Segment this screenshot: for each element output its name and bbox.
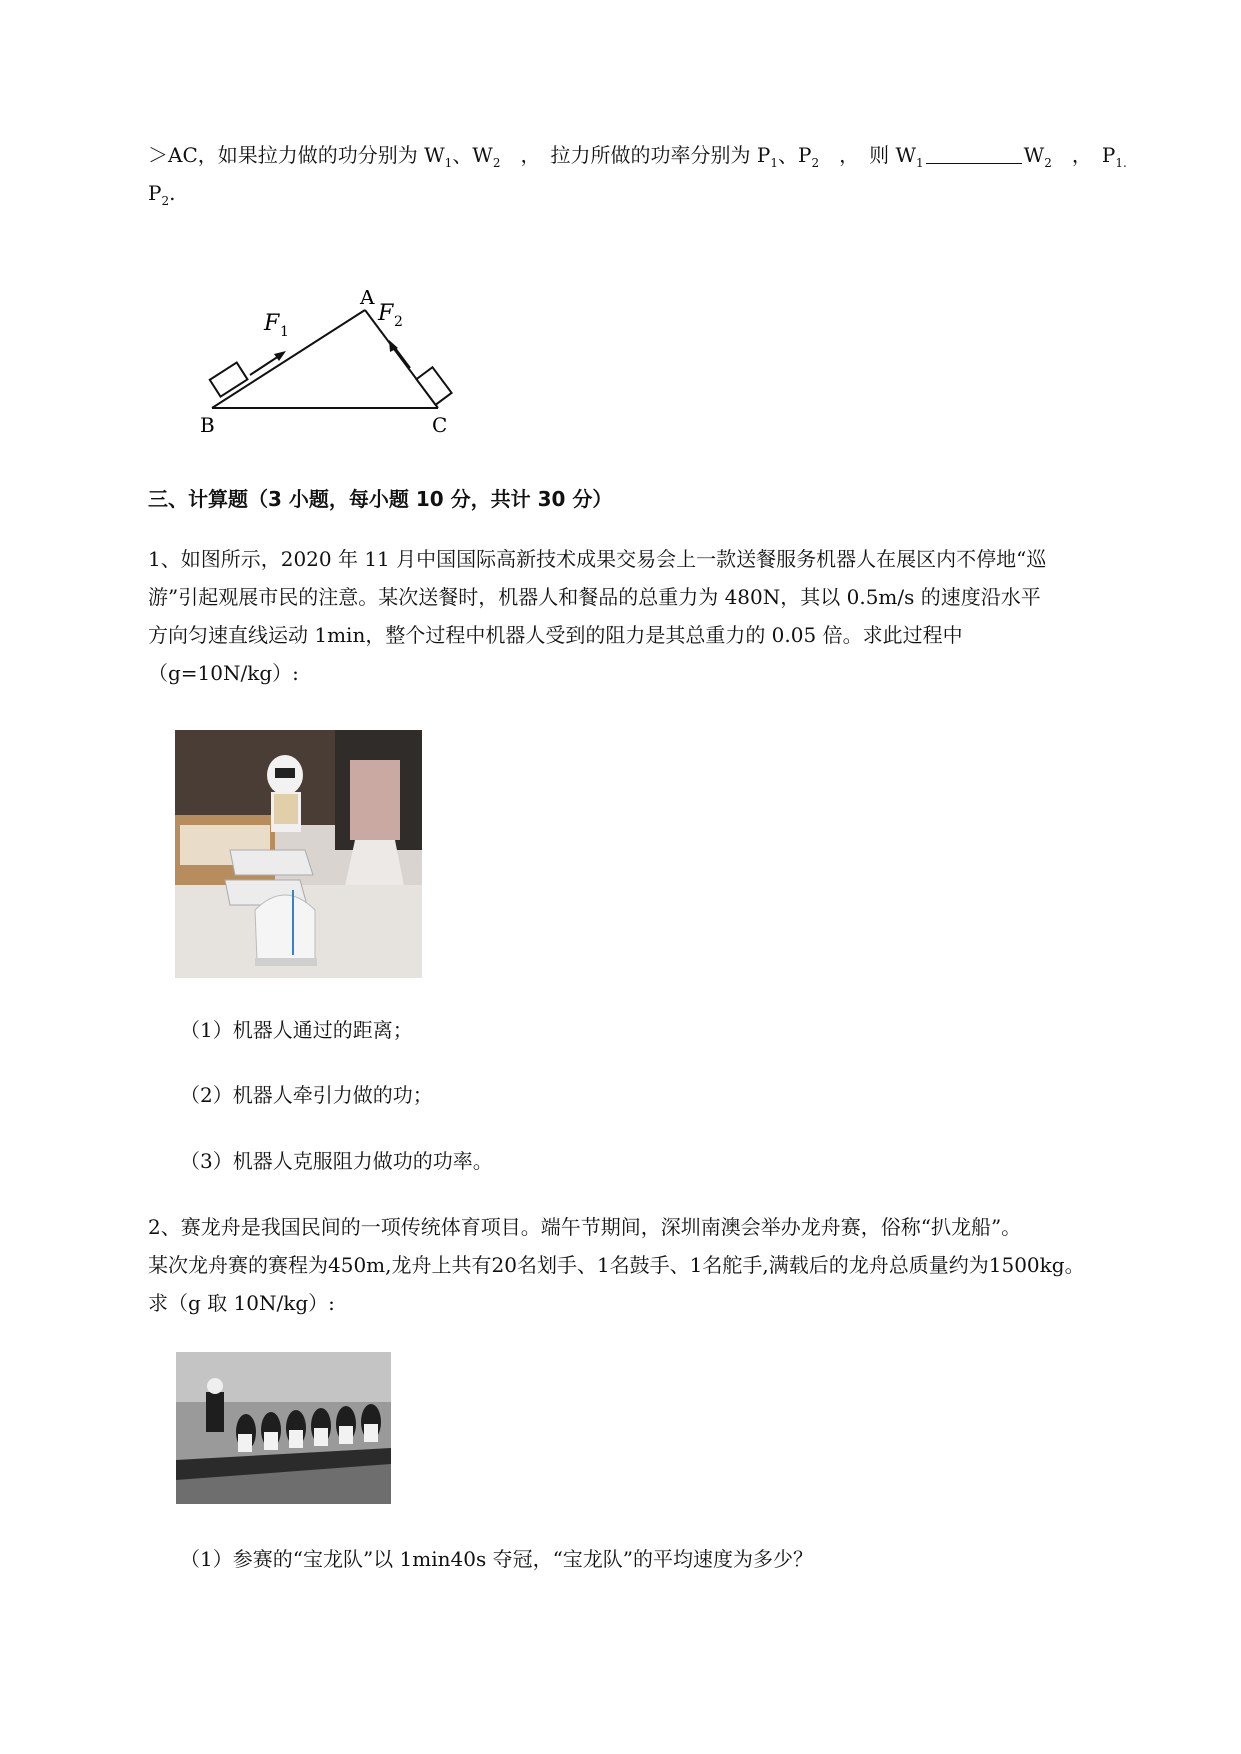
label-b: B bbox=[200, 413, 215, 437]
robot-photo bbox=[175, 730, 422, 978]
subscript: 1 bbox=[770, 156, 778, 170]
label-f1-sub: 1 bbox=[280, 324, 289, 340]
subscript: . bbox=[1122, 156, 1127, 170]
q1-line: 方向匀速直线运动 1min，整个过程中机器人受到的阻力是其总重力的 0.05 倍。求此过程中 bbox=[148, 623, 963, 647]
subscript: 2 bbox=[1044, 156, 1052, 170]
q1-subquestion-2: （2）机器人牵引力做的功； bbox=[180, 1083, 433, 1107]
subscript: 1 bbox=[916, 156, 924, 170]
label-f2: F bbox=[378, 301, 394, 326]
section-heading: 三、计算题（3 小题，每小题 10 分，共计 30 分） bbox=[148, 487, 613, 511]
question-2-text bbox=[148, 1208, 1148, 1322]
text-segment: W bbox=[1023, 143, 1045, 167]
q2-line: 某次龙舟赛的赛程为450m,龙舟上共有20名划手、1名鼓手、1名舵手,满载后的龙舟总质量约为1500kg。 bbox=[148, 1253, 1085, 1277]
q1-line: 1、如图所示，2020 年 11 月中国国际高新技术成果交易会上一款送餐服务机器人在展区内不停地“巡 bbox=[148, 547, 1047, 571]
text-segment: ， 则 W bbox=[819, 143, 917, 167]
text-segment: ， P bbox=[1051, 143, 1116, 167]
q2-line: 求（g 取 10N/kg）: bbox=[148, 1291, 335, 1315]
force-arrow-f2 bbox=[389, 340, 410, 368]
label-f1: F bbox=[264, 311, 280, 336]
text-segment: ， 拉力所做的功率分别为 P bbox=[500, 143, 771, 167]
subscript: 2 bbox=[811, 156, 820, 170]
text-segment: P bbox=[148, 181, 162, 205]
q2-subquestion-1: （1）参赛的“宝龙队”以 1min40s 夺冠，“宝龙队”的平均速度为多少？ bbox=[180, 1547, 814, 1571]
answer-blank[interactable] bbox=[926, 145, 1022, 164]
subscript: 1 bbox=[1115, 156, 1123, 170]
text-segment: 、P bbox=[777, 143, 812, 167]
label-c: C bbox=[432, 413, 448, 437]
subscript: 2 bbox=[492, 156, 501, 170]
block-on-ba bbox=[210, 363, 248, 397]
q1-line: （g=10N/kg）: bbox=[148, 661, 299, 685]
incline-triangle-diagram bbox=[200, 290, 460, 440]
q1-subquestion-1: （1）机器人通过的距离； bbox=[180, 1018, 413, 1042]
label-f2-sub: 2 bbox=[394, 314, 403, 330]
block-on-ac bbox=[416, 367, 451, 405]
text-segment: . bbox=[169, 181, 176, 205]
q1-line: 游”引起观展市民的注意。某次送餐时，机器人和餐品的总重力为 480N，其以 0.5m/s 的速度沿水平 bbox=[148, 585, 1041, 609]
subscript: 2 bbox=[161, 194, 170, 208]
dragon-boat-photo bbox=[176, 1352, 391, 1504]
question-1-text bbox=[148, 540, 1148, 692]
q2-line: 2、赛龙舟是我国民间的一项传统体育项目。端午节期间，深圳南澳会举办龙舟赛，俗称“扒龙船”。 bbox=[148, 1215, 1022, 1239]
text-segment: ＞AC，如果拉力做的功分别为 W bbox=[148, 143, 445, 167]
subscript: 1 bbox=[444, 156, 453, 170]
q1-subquestion-3: （3）机器人克服阻力做功的功率。 bbox=[180, 1149, 493, 1173]
question-text-top-line bbox=[148, 142, 1127, 176]
label-a: A bbox=[360, 290, 375, 309]
question-text-top-line-2 bbox=[148, 180, 175, 214]
text-segment: 、W bbox=[452, 143, 493, 167]
